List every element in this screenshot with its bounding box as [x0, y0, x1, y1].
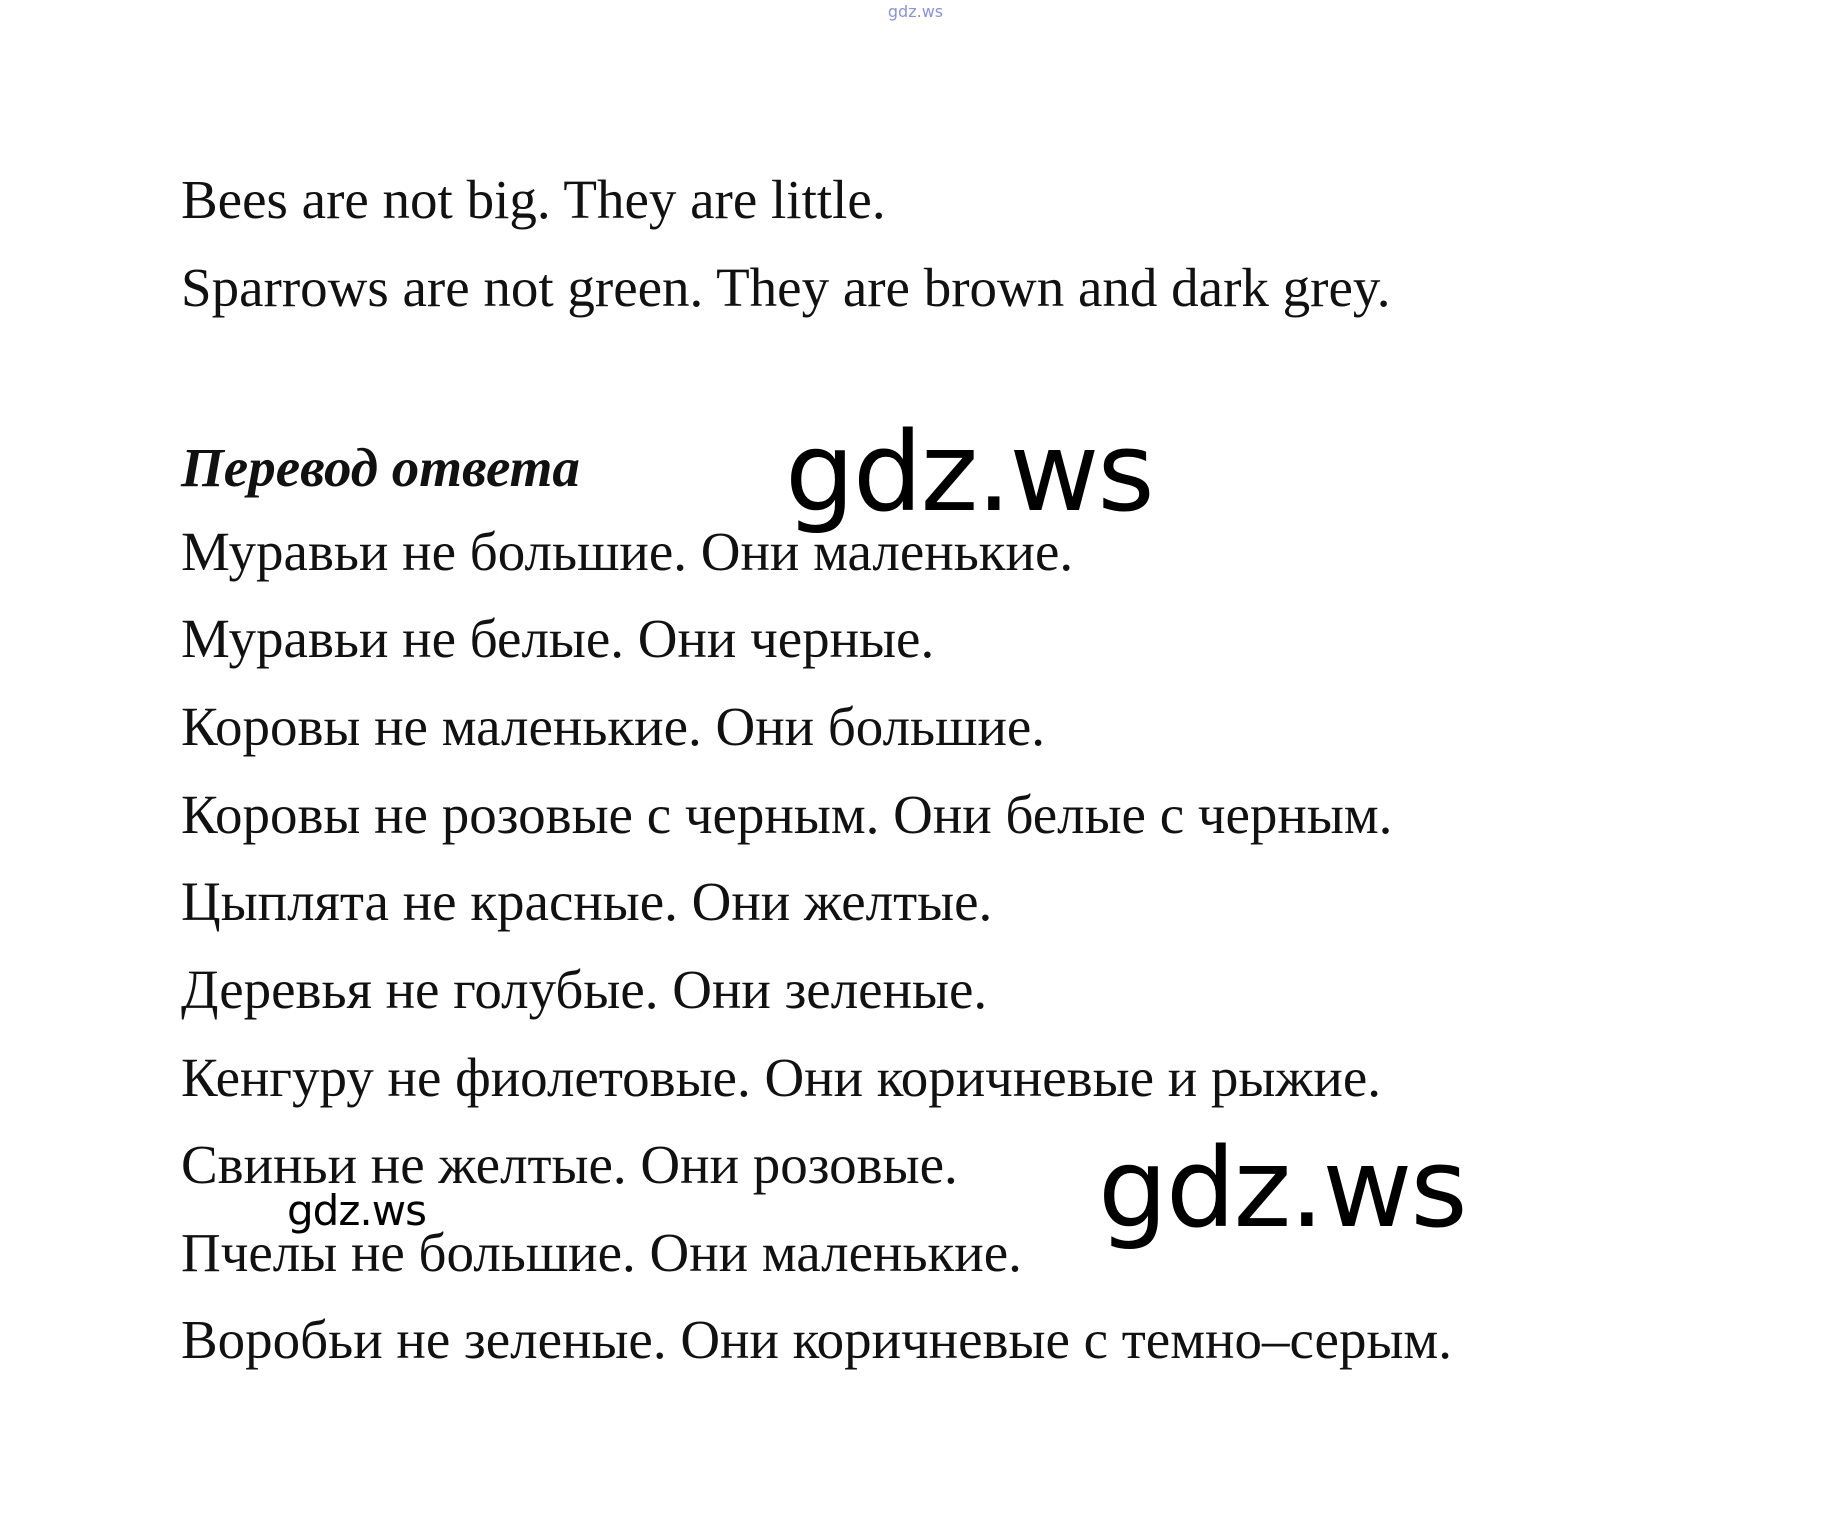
english-line: Sparrows are not green. They are brown and dark grey. [181, 257, 1391, 318]
translation-line: Пчелы не большие. Они маленькие. [181, 1222, 1022, 1283]
watermark-small: gdz.ws [287, 1186, 426, 1235]
translation-line: Деревья не голубые. Они зеленые. [181, 959, 988, 1020]
translation-line: Муравьи не большие. Они маленькие. [181, 521, 1074, 582]
translation-line: Коровы не маленькие. Они большие. [181, 696, 1046, 757]
english-line: Bees are not big. They are little. [181, 169, 886, 230]
translation-heading: Перевод ответа [181, 437, 580, 498]
top-watermark: gdz.ws [887, 2, 944, 21]
translation-line: Воробьи не зеленые. Они коричневые с темно–серым. [181, 1309, 1452, 1370]
translation-line: Муравьи не белые. Они черные. [181, 608, 935, 669]
translation-line: Свиньи не желтые. Они розовые. [181, 1134, 958, 1195]
translation-line: Кенгуру не фиолетовые. Они коричневые и рыжие. [181, 1047, 1381, 1108]
translation-line: Коровы не розовые с черным. Они белые с черным. [181, 784, 1393, 845]
translation-line: Цыплята не красные. Они желтые. [181, 871, 993, 932]
watermark-large: gdz.ws [1098, 1124, 1466, 1252]
watermark-large: gdz.ws [785, 408, 1153, 536]
